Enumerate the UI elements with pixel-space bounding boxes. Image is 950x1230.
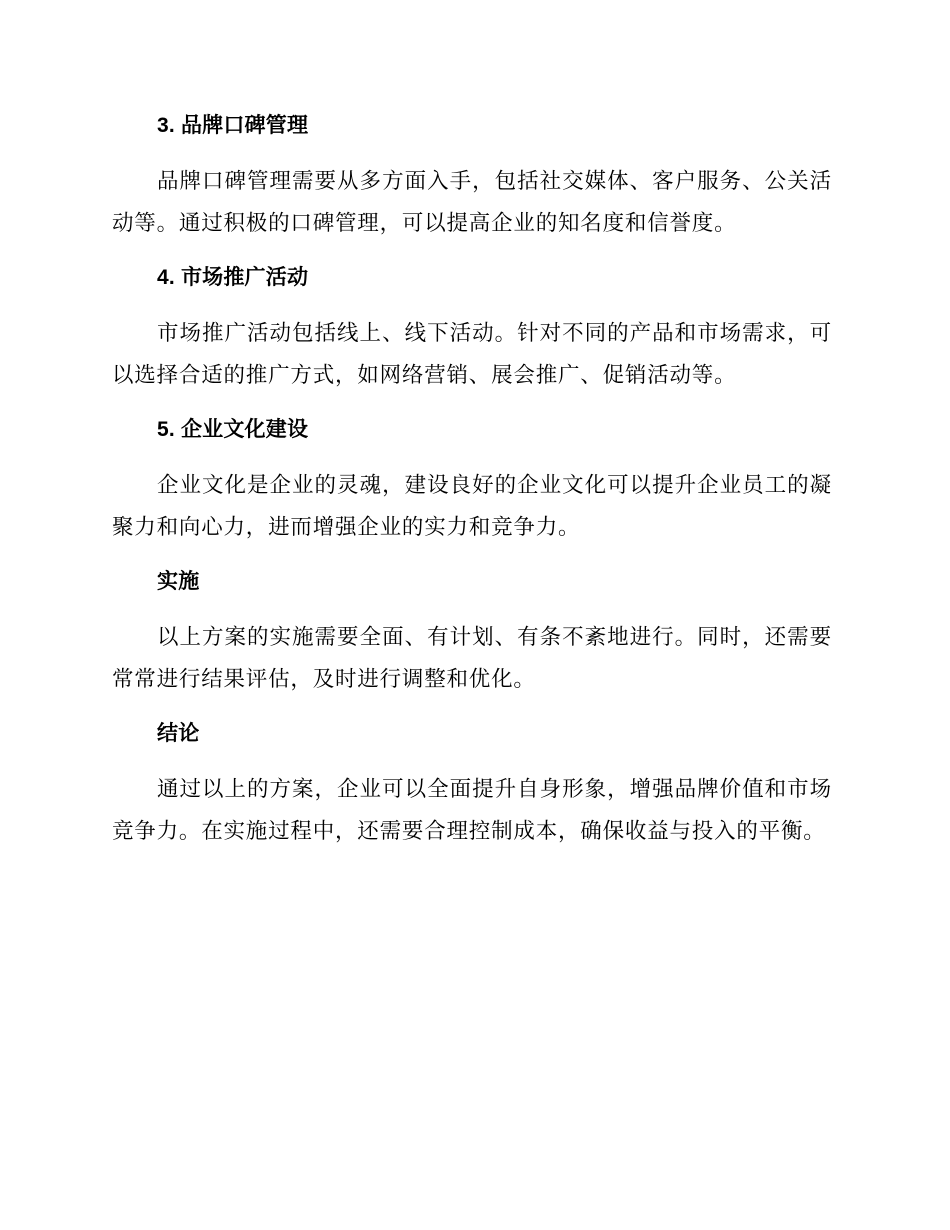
section-heading-corporate-culture: 5. 企业文化建设: [157, 418, 309, 441]
section-paragraph-implementation: 以上方案的实施需要全面、有计划、有条不紊地进行。同时，还需要常常进行结果评估，及时进行调整和优化。: [112, 625, 832, 691]
section-paragraph-conclusion: 通过以上的方案，企业可以全面提升自身形象，增强品牌价值和市场竞争力。在实施过程中，还需要合理控制成本，确保收益与投入的平衡。: [112, 777, 832, 843]
section-heading-marketing-activities: 4. 市场推广活动: [157, 266, 309, 289]
section-paragraph-brand-reputation: 品牌口碑管理需要从多方面入手，包括社交媒体、客户服务、公关活动等。通过积极的口碑管理，可以提高企业的知名度和信誉度。: [112, 169, 832, 235]
section-paragraph-corporate-culture: 企业文化是企业的灵魂，建设良好的企业文化可以提升企业员工的凝聚力和向心力，进而增强企业的实力和竞争力。: [112, 473, 832, 539]
section-heading-brand-reputation: 3. 品牌口碑管理: [157, 114, 309, 137]
section-heading-conclusion: 结论: [157, 722, 200, 745]
document-content: [112, 108, 832, 868]
section-paragraph-marketing-activities: 市场推广活动包括线上、线下活动。针对不同的产品和市场需求，可以选择合适的推广方式，如网络营销、展会推广、促销活动等。: [112, 321, 832, 387]
section-heading-implementation: 实施: [157, 570, 200, 593]
